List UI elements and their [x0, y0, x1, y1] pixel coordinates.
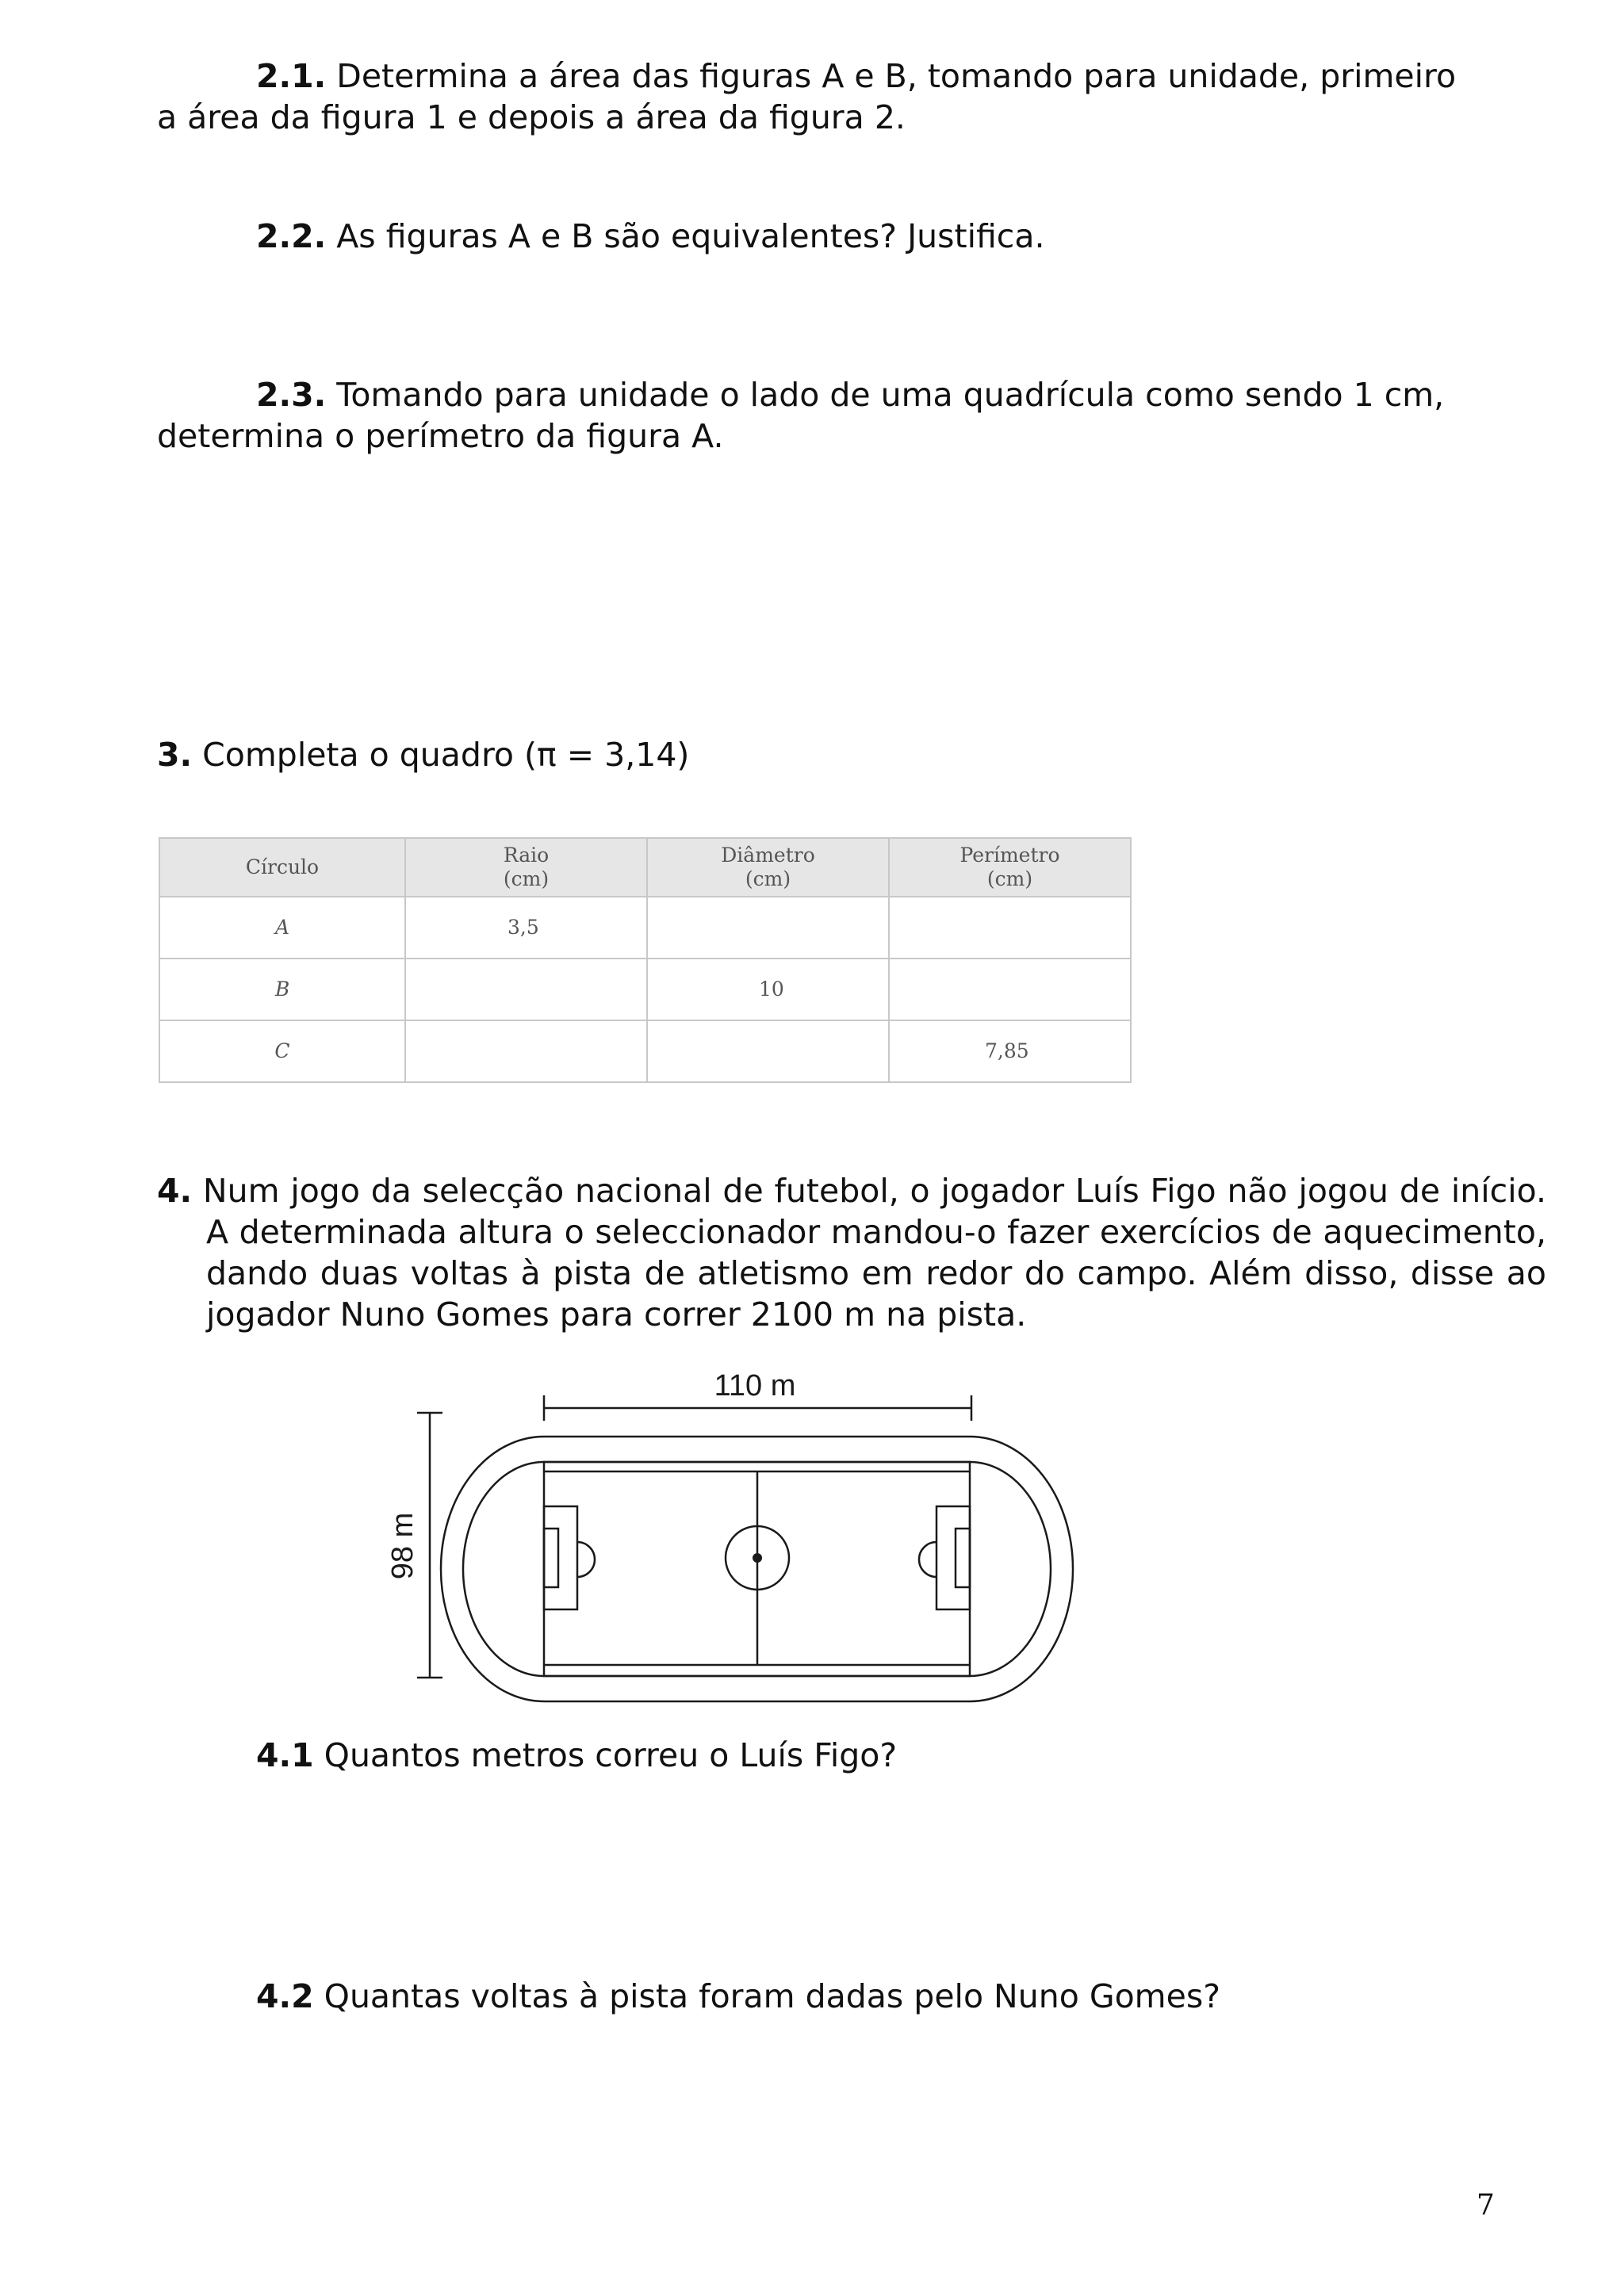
- question-text: Quantas voltas à pista foram dadas pelo Nuno Gomes?: [313, 1977, 1220, 2015]
- left-penalty-area: [544, 1506, 577, 1609]
- question-number: 2.1.: [256, 57, 327, 95]
- question-number: 2.3.: [256, 376, 327, 414]
- cell-circle: B: [159, 959, 405, 1020]
- header-label: Raio: [503, 844, 550, 867]
- cell-perimeter: 7,85: [889, 1020, 1131, 1082]
- question-text: a área da figura 1 e depois a área da figura 2.: [157, 98, 906, 136]
- question-text: Determina a área das figuras A e B, tomando para unidade, primeiro: [326, 57, 1457, 95]
- header-label: Perímetro: [959, 844, 1060, 867]
- center-spot: [753, 1553, 762, 1563]
- question-text: Tomando para unidade o lado de uma quadrícula como sendo 1 cm,: [326, 376, 1445, 414]
- question-number: 4.: [157, 1172, 193, 1210]
- question-text: As figuras A e B são equivalentes? Justifica.: [326, 217, 1045, 255]
- header-unit: (cm): [745, 867, 791, 890]
- question-text: determina o perímetro da figura A.: [157, 417, 724, 455]
- question-number: 2.2.: [256, 217, 327, 255]
- header-label: Círculo: [245, 855, 320, 878]
- right-penalty-area: [936, 1506, 970, 1609]
- question-text: Num jogo da selecção nacional de futebol, o jogador Luís Figo não jogou de início. A determinada altura o seleccionador mandou-o fazer exercícios de aquecimento, dando duas voltas à pista de atletismo em redor do campo. Além disso, disse ao jogador Nuno Gomes para correr 2100 m na pista.: [192, 1172, 1546, 1334]
- question-4-2: [256, 1976, 1446, 2017]
- length-label: 110 m: [714, 1369, 796, 1402]
- question-text: Quantos metros correu o Luís Figo?: [313, 1736, 898, 1774]
- width-label: 98 m: [386, 1512, 419, 1580]
- question-4-1: [256, 1735, 1446, 1776]
- page-number: 7: [1477, 2189, 1495, 2221]
- question-number: 3.: [157, 736, 193, 774]
- question-text: Completa o quadro (π = 3,14): [192, 736, 690, 774]
- cell-circle: C: [159, 1020, 405, 1082]
- header-unit: (cm): [986, 867, 1033, 890]
- cell-circle: A: [159, 897, 405, 959]
- cell-radius: 3,5: [405, 897, 647, 959]
- question-number: 4.1: [256, 1736, 314, 1774]
- question-number: 4.2: [256, 1977, 314, 2015]
- header-label: Diâmetro: [721, 844, 815, 867]
- cell-diameter: 10: [647, 959, 889, 1020]
- header-unit: (cm): [503, 867, 550, 890]
